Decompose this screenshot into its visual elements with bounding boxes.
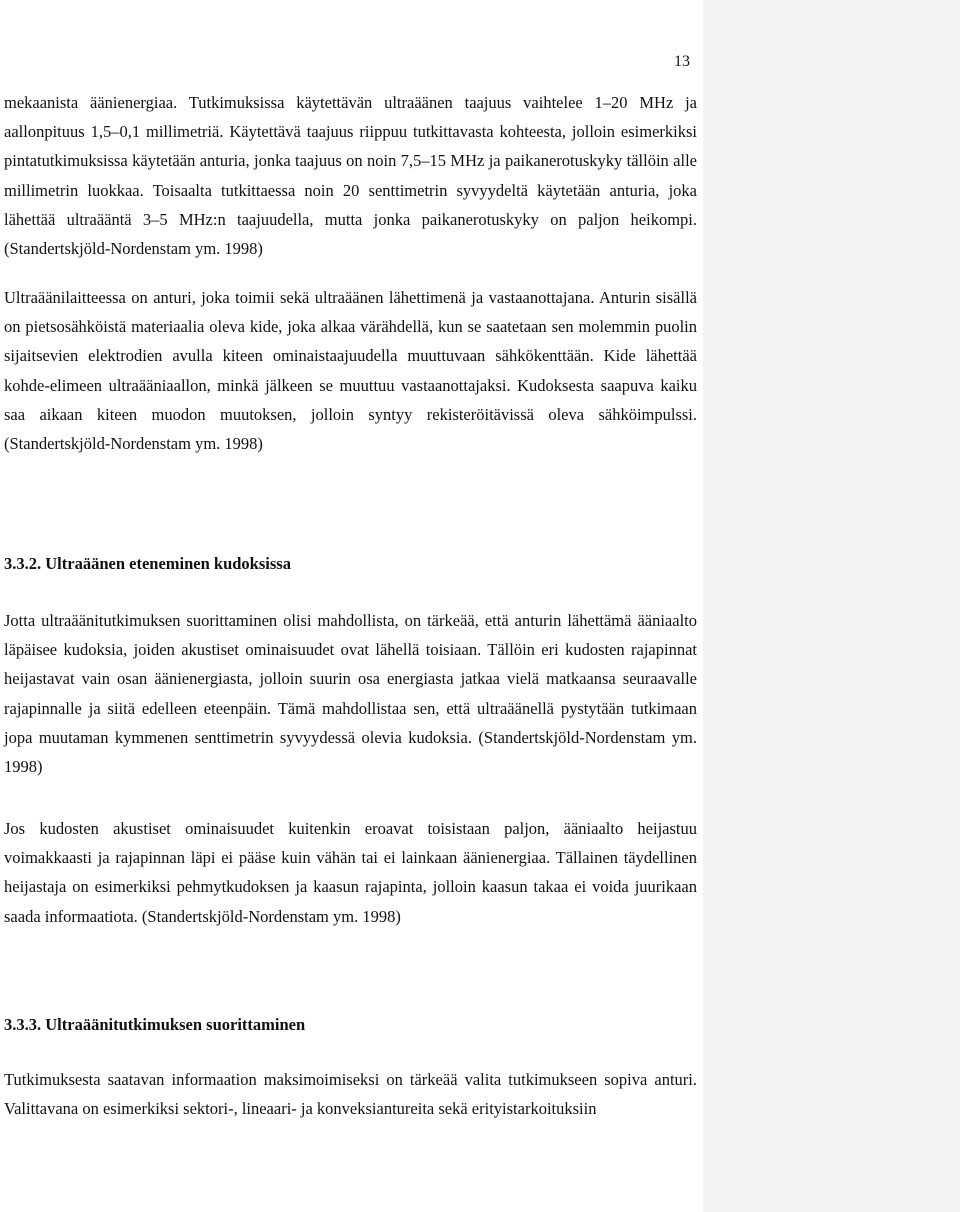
paragraph-propagation-tissue: Jotta ultraäänitutkimuksen suorittaminen olisi mahdollista, on tärkeää, että anturin lähettämä ääniaalto läpäisee kudoksia, joiden akustiset ominaisuudet ovat lähellä toisiaan. Tällöin eri kudosten rajapinnat heijastavat vain osan äänienergiasta, jolloin suurin osa energiasta jatkaa vielä matkaansa seuraavalle rajapinnalle ja siitä edelleen eteenpäin. Tämä mahdollistaa sen, että ultraäänellä pystytään tutkimaan jopa muutaman kymmenen senttimetrin syvyydessä olevia kudoksia. (Standertskjöld-Nordenstam ym. 1998) [4,611,697,777]
paragraph-ultrasound-frequency: mekaanista äänienergiaa. Tutkimuksissa käytettävän ultraäänen taajuus vaihtelee 1–20 MHz ja aallonpituus 1,5–0,1 millimetriä. Käytettävä taajuus riippuu tutkittavasta kohteesta, jolloin esimerkiksi pintatutkimuksissa käytetään anturia, jonka taajuus on noin 7,5–15 MHz ja paikanerotuskyky tällöin alle millimetrin luokkaa. Toisaalta tutkittaessa noin 20 senttimetrin syvyydeltä käytetään anturia, joka lähettää ultraääntä 3–5 MHz:n taajuudella, mutta jonka paikanerotuskyky on paljon heikompi. (Standertskjöld-Nordenstam ym. 1998) [4,93,697,259]
paragraph-probe-selection: Tutkimuksesta saatavan informaation maksimoimiseksi on tärkeää valita tutkimukseen sopiva anturi. Valittavana on esimerkiksi sektori-, lineaari- ja konveksiantureita sekä erityistarkoituksiin [4,1070,697,1119]
paragraph-ultrasound-device: Ultraäänilaitteessa on anturi, joka toimii sekä ultraäänen lähettimenä ja vastaanottajana. Anturin sisällä on pietsosähköistä materiaalia oleva kide, joka alkaa värähdellä, kun se saatetaan sen molemmin puolin sijaitsevien elektrodien avulla kiteen ominaistaajuudella muuttuvaan sähkökenttään. Kide lähettää kohde-elimeen ultraääniaallon, minkä jälkeen se muuttuu vastaanottajaksi. Kudoksesta saapuva kaiku saa aikaan kiteen muodon muutoksen, jolloin syntyy rekisteröitävissä oleva sähköimpulssi. (Standertskjöld-Nordenstam ym. 1998) [4,288,697,454]
section-heading-propagation: 3.3.2. Ultraäänen eteneminen kudoksissa [4,554,291,573]
section-heading-performing: 3.3.3. Ultraäänitutkimuksen suorittaminen [4,1015,306,1034]
page-number: 13 [674,53,690,70]
comment-margin-area [703,0,960,1212]
paragraph-reflection: Jos kudosten akustiset ominaisuudet kuitenkin eroavat toisistaan paljon, ääniaalto heijastuu voimakkaasti ja rajapinnan läpi ei pääse kuin vähän tai ei lainkaan äänienergiaa. Tällainen täydellinen heijastaja on esimerkiksi pehmytkudoksen ja kaasun rajapinta, jolloin kaasun takaa ei voida juurikaan saada informaatiota. (Standertskjöld-Nordenstam ym. 1998) [4,819,697,926]
